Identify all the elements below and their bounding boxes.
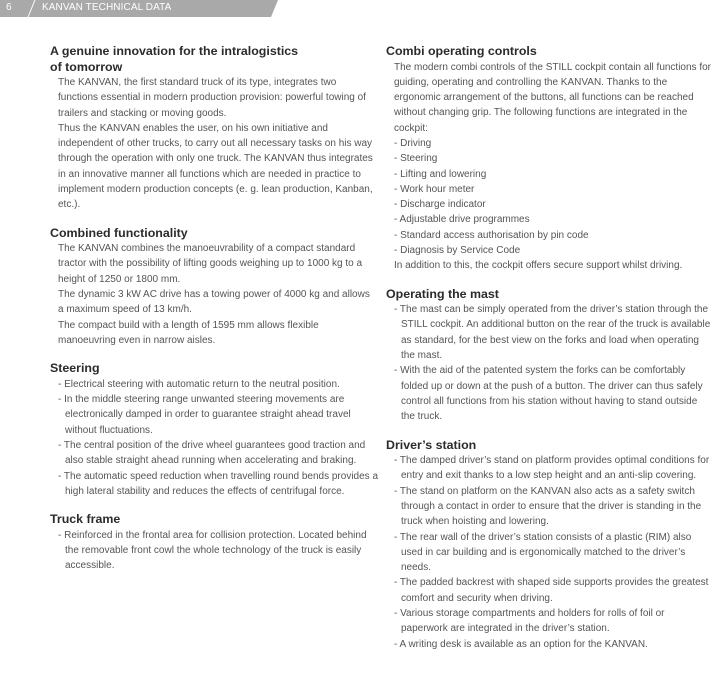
- list-item: - Reinforced in the frontal area for collision protection. Located behind the removable front cowl the whole technology of the truck is easily accessible.: [58, 529, 367, 572]
- section-truck-frame: [50, 512, 378, 573]
- list-item: - The mast can be simply operated from the driver’s station through the STILL cockpit. An additional button on the rear of the truck is available as standard, for the best view on the forks and load when operating the mast.: [394, 304, 711, 362]
- section-title-combined: Combined functionality: [50, 225, 188, 240]
- section-combined-functionality: [50, 226, 378, 349]
- section-combi-controls: [386, 44, 712, 274]
- bullet-list: [58, 377, 378, 499]
- section-title-innovation: [50, 44, 378, 75]
- title-line-1: A genuine innovation for the intralogistics: [50, 44, 299, 58]
- section-innovation: [50, 44, 378, 213]
- list-item: - Steering: [394, 153, 438, 165]
- title-line-2: of tomorrow: [50, 59, 123, 74]
- section-body: [58, 241, 378, 348]
- paragraph: The compact build with a length of 1595 mm allows flexible manoeuvring even in narrow aisles.: [58, 319, 319, 346]
- section-drivers-station: [386, 438, 712, 652]
- section-body: [58, 75, 378, 213]
- list-item: - Discharge indicator: [394, 199, 486, 211]
- list-item: - The automatic speed reduction when travelling round bends provides a high lateral stability and reduces the effects of centrifugal force.: [58, 470, 379, 497]
- section-body: [394, 302, 712, 424]
- list-item: - With the aid of the patented system the forks can be comfortably folded up or down at the push of a button. The driver can thus safely control all functions from his station without having to stand outside the truck.: [394, 365, 703, 423]
- paragraph: The dynamic 3 kW AC drive has a towing power of 4000 kg and allows a maximum speed of 13 km/h.: [58, 289, 370, 316]
- list-item: - Adjustable drive programmes: [394, 214, 530, 226]
- list-item: - A writing desk is available as an option for the KANVAN.: [394, 638, 648, 650]
- list-item: - The padded backrest with shaped side supports provides the greatest comfort and security when driving.: [394, 577, 709, 604]
- bullet-list: [394, 453, 712, 652]
- section-title-station: Driver’s station: [386, 437, 477, 452]
- list-item: - Various storage compartments and holders for rolls of foil or paperwork are integrated in the driver’s station.: [394, 608, 665, 635]
- paragraph: The KANVAN, the first standard truck of its type, integrates two functions essential in modern production provision: powerful towing of trailers and stacking or moving goods.: [58, 77, 366, 119]
- section-body: [394, 453, 712, 652]
- section-body: [58, 528, 378, 574]
- paragraph: The modern combi controls of the STILL cockpit contain all functions for guiding, operating and controlling the KANVAN. Thanks to the ergonomic arrangement of the buttons, all functions can be reached without changing grip. The following functions are integrated in the cockpit:: [394, 61, 712, 134]
- right-column: [386, 44, 712, 665]
- section-body: [58, 377, 378, 499]
- section-steering: [50, 361, 378, 499]
- bullet-list: [58, 528, 378, 574]
- paragraph: In addition to this, the cockpit offers secure support whilst driving.: [394, 260, 683, 272]
- list-item: - The stand on platform on the KANVAN also acts as a safety switch through a contact in order to ensure that the driver is standing in the truck when hoisting and lowering.: [394, 485, 702, 528]
- running-head: KANVAN TECHNICAL DATA: [42, 2, 172, 13]
- section-title-truck-frame: Truck frame: [50, 512, 121, 527]
- list-item: - The damped driver’s stand on platform provides optimal conditions for entry and exit thanks to a low step height and an anti-slip covering.: [394, 455, 710, 482]
- list-item: - Lifting and lowering: [394, 168, 487, 180]
- section-title-mast: Operating the mast: [386, 286, 499, 301]
- section-title-combi: Combi operating controls: [386, 44, 537, 58]
- list-item: - Diagnosis by Service Code: [394, 245, 521, 257]
- paragraph: The KANVAN combines the manoeuvrability of a compact standard tractor with the possibility of lifting goods weighing up to 1000 kg to a height of 1250 or 1800 mm.: [58, 243, 363, 285]
- list-item: - Driving: [394, 137, 432, 149]
- list-item: - Work hour meter: [394, 183, 475, 195]
- paragraph: Thus the KANVAN enables the user, on his own initiative and independent of other trucks, to carry out all necessary tasks on his way through the operation with only one truck. The KANVAN thus integrates in an innovative manner all functions which are needed in practice to implement modern production concepts (e. g. lean production, Kanban, etc.).: [58, 122, 373, 211]
- list-item: - The rear wall of the driver’s station consists of a plastic (RIM) also used in car building and is ergonomically matched to the driver’s needs.: [394, 531, 692, 574]
- page-number: 6: [6, 2, 12, 13]
- list-item: - In the middle steering range unwanted steering movements are electronically damped in order to guarantee straight ahead travel without fluctuations.: [58, 394, 351, 436]
- bullet-list: [394, 302, 712, 424]
- section-title-steering: Steering: [50, 361, 100, 376]
- section-body: [394, 60, 712, 274]
- list-item: - Electrical steering with automatic return to the neutral position.: [58, 378, 340, 390]
- function-list: [394, 136, 712, 258]
- section-operating-mast: [386, 287, 712, 425]
- list-item: - The central position of the drive wheel guarantees good traction and also stable straight ahead running when accelerating and braking.: [58, 439, 366, 467]
- left-column: [50, 44, 378, 587]
- list-item: - Standard access authorisation by pin code: [394, 229, 589, 241]
